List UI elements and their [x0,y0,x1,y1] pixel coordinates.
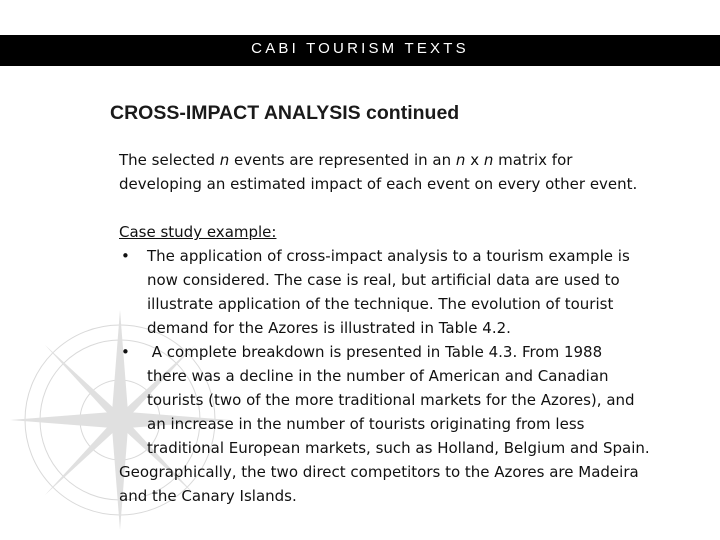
bullet-item [119,244,699,340]
slide-body [119,148,699,508]
bullet-line: demand for the Azores is illustrated in Table 4.2. [147,319,511,337]
bullet-line: now considered. The case is real, but artificial data are used to [147,271,620,289]
bullet-line: traditional European markets, such as Holland, Belgium and Spain. [147,439,650,457]
intro-var-n: n [483,151,494,169]
header-title: CABI TOURISM TEXTS [251,40,469,57]
bullet-marker: • [121,343,130,361]
case-study-heading: Case study example: [119,223,277,241]
closing-line: Geographically, the two direct competitors to the Azores are Madeira [119,463,639,481]
closing-line: and the Canary Islands. [119,487,297,505]
bullet-marker: • [121,247,130,265]
intro-var-n: n [455,151,466,169]
slide-title: CROSS-IMPACT ANALYSIS continued [110,102,460,124]
bullet-line: The application of cross-impact analysis to a tourism example is [147,247,630,265]
intro-text-x: x [465,151,484,169]
intro-text-b: events are represented in an [229,151,456,169]
spacer [119,196,699,220]
bullet-line: tourists (two of the more traditional markets for the Azores), and [147,391,635,409]
intro-text-c: matrix for [493,151,573,169]
intro-line-2: developing an estimated impact of each event on every other event. [119,175,638,193]
bullet-line: A complete breakdown is presented in Table 4.3. From 1988 [147,343,603,361]
header-bar [0,35,720,66]
bullet-item [119,340,699,460]
bullet-line: there was a decline in the number of American and Canadian [147,367,609,385]
intro-var-n: n [219,151,230,169]
intro-text-a: The selected [119,151,220,169]
bullet-line: illustrate application of the technique. The evolution of tourist [147,295,614,313]
bullet-line: an increase in the number of tourists originating from less [147,415,585,433]
intro-line-1 [119,148,699,172]
